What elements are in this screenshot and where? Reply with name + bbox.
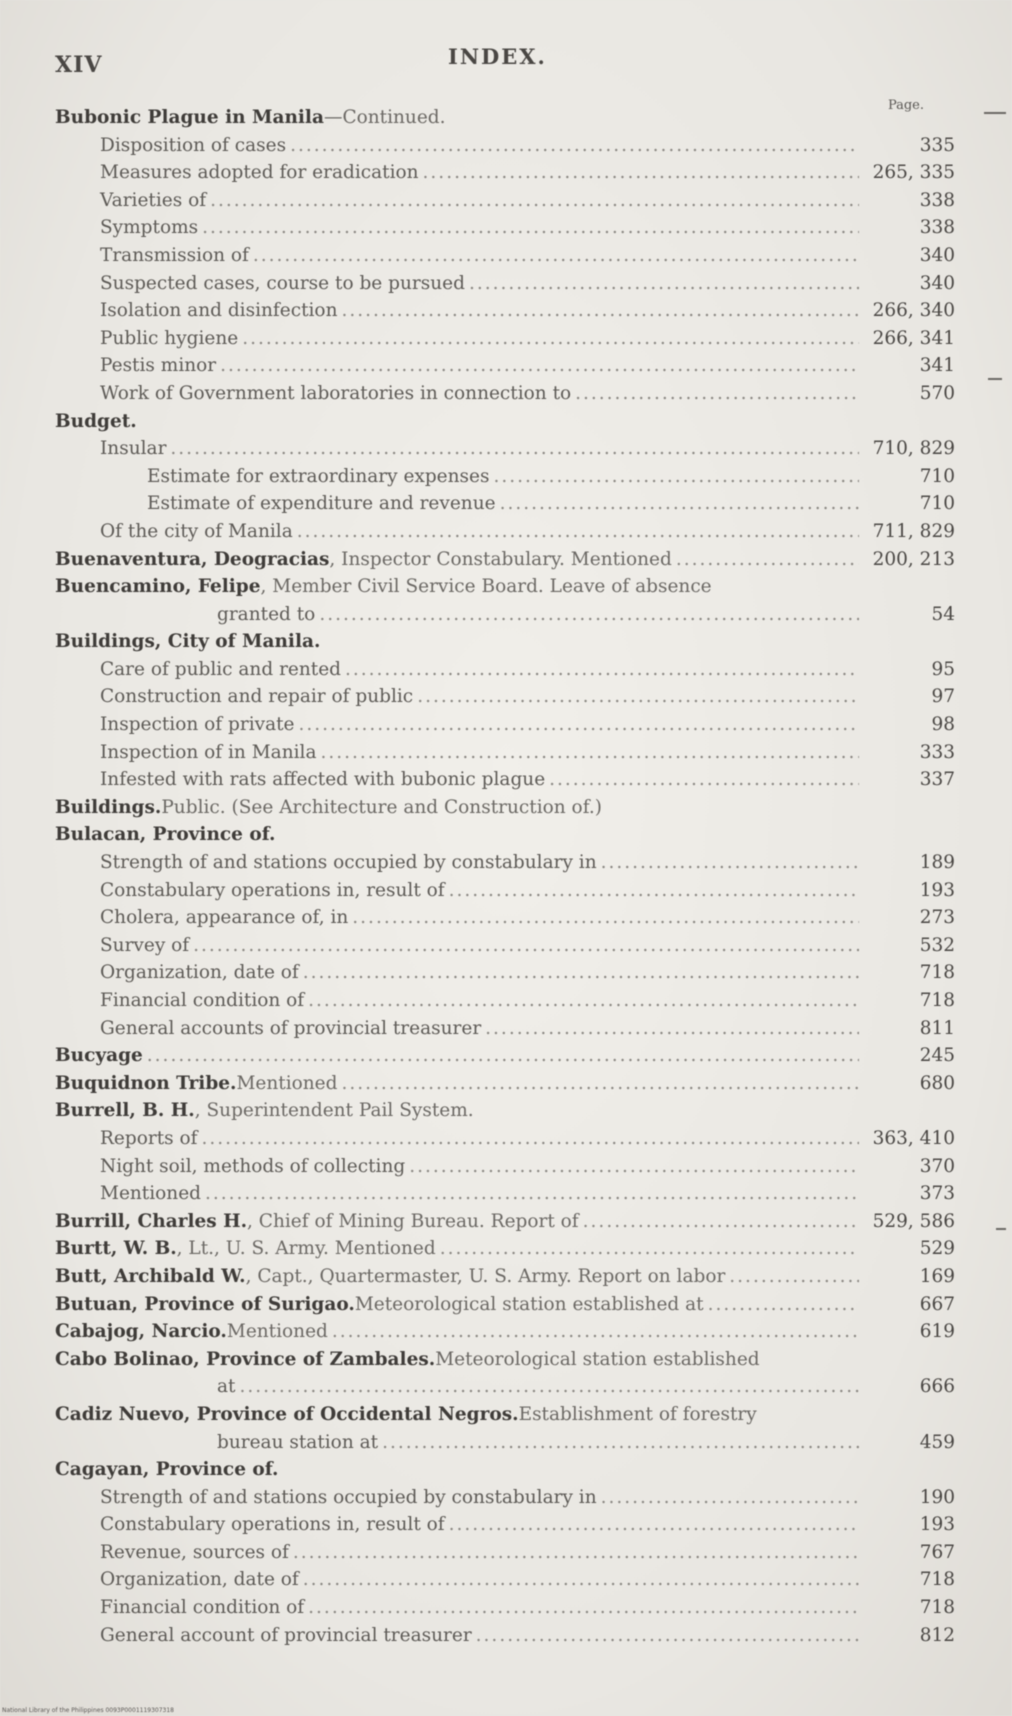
entry-desc: Mentioned	[226, 1321, 328, 1343]
page-ref: 200, 213	[872, 548, 955, 570]
page-ref: 718	[919, 962, 955, 984]
page-ref: 812	[919, 1624, 955, 1646]
entry-label: Suspected cases, course to be pursued	[100, 272, 465, 294]
page-ref: 273	[919, 907, 955, 929]
index-line	[55, 766, 955, 794]
entry-name: Bulacan, Province of.	[55, 824, 276, 846]
entry-label: at	[217, 1376, 236, 1398]
entry-name: Burrell, B. H.	[55, 1100, 195, 1122]
leader-dots	[476, 1622, 859, 1650]
index-line	[55, 1263, 955, 1291]
entry-name: Cabajog, Narcio.	[55, 1321, 227, 1343]
index-line	[55, 297, 955, 325]
entry-name: Bucyage	[55, 1045, 143, 1067]
entry-label: Isolation and disinfection	[100, 300, 338, 322]
index-line	[55, 380, 955, 408]
entry-desc: Establishment of forestry	[518, 1403, 757, 1425]
entry-name: Buquidnon Tribe.	[55, 1072, 237, 1094]
entry-label: Disposition of cases	[100, 134, 287, 156]
index-line	[55, 463, 955, 491]
index-line	[55, 1153, 955, 1181]
entry-desc: , Capt., Quartermaster, U. S. Army. Report on labor	[245, 1265, 726, 1287]
page-ref: 340	[919, 244, 955, 266]
page-ref: 338	[919, 217, 955, 239]
leader-dots	[332, 1318, 859, 1346]
entry-label: Night soil, methods of collecting	[100, 1155, 406, 1177]
leader-dots	[290, 132, 859, 160]
entry-desc: , Lt., U. S. Army. Mentioned	[176, 1238, 436, 1260]
entry-label: Pestis minor	[100, 355, 217, 377]
index-line	[55, 132, 955, 160]
entry-label: Revenue, sources of	[100, 1541, 289, 1563]
leader-dots	[293, 1539, 859, 1567]
index-line	[55, 877, 955, 905]
index-line	[55, 739, 955, 767]
entry-label: Reports of	[100, 1127, 198, 1149]
page-number: XIV	[55, 52, 103, 78]
index-line	[55, 1539, 955, 1567]
page-ref: 193	[919, 1514, 955, 1536]
index-line	[55, 1346, 955, 1374]
leader-dots	[170, 435, 859, 463]
index-line	[55, 1401, 955, 1429]
entry-name: Bubonic Plague in Manila	[55, 107, 324, 128]
entry-desc: Meteorological station established at	[354, 1293, 704, 1315]
leader-dots	[242, 325, 859, 353]
index-line	[55, 546, 955, 574]
page-ref: 245	[919, 1045, 955, 1067]
leader-dots	[303, 1566, 859, 1594]
entry-name: Buenaventura, Deogracias	[55, 548, 330, 570]
index-line	[55, 270, 955, 298]
page-ref: 370	[919, 1155, 955, 1177]
entry-label: Construction and repair of public	[100, 686, 414, 708]
index-line	[55, 408, 955, 436]
index-line	[55, 1511, 955, 1539]
index-line	[55, 628, 955, 656]
page-ref: 189	[919, 852, 955, 874]
entry-label: Mentioned	[100, 1183, 202, 1205]
entry-label: Constabulary operations in, result of	[100, 1514, 445, 1536]
entry-desc: , Superintendent Pail System.	[194, 1100, 474, 1122]
leader-dots	[423, 159, 859, 187]
leader-dots	[352, 904, 859, 932]
index-line	[55, 821, 955, 849]
entry-label: Strength of and stations occupied by constabulary in	[100, 852, 597, 874]
leader-dots	[341, 1070, 859, 1098]
index-line	[55, 352, 955, 380]
index-line	[55, 1456, 955, 1484]
leader-dots	[320, 739, 859, 767]
index-list	[55, 104, 955, 1649]
leader-dots	[601, 849, 859, 877]
entry-desc: Public. (See Architecture and Construction of.)	[161, 796, 602, 818]
page-ref: 767	[919, 1541, 955, 1563]
index-line	[55, 104, 955, 132]
entry-label: Organization, date of	[100, 962, 299, 984]
entry-name: Butuan, Province of Surigao.	[55, 1293, 355, 1315]
page-ref: 459	[919, 1431, 955, 1453]
entry-label: Survey of	[100, 934, 190, 956]
index-line	[55, 518, 955, 546]
leader-dots	[549, 766, 859, 794]
page-ref: 529, 586	[872, 1210, 955, 1232]
entry-name: Budget.	[55, 410, 137, 432]
page-ref: 266, 341	[872, 327, 955, 349]
index-line	[55, 959, 955, 987]
entry-label: Estimate for extraordinary expenses	[147, 465, 490, 487]
entry-name: Butt, Archibald W.	[55, 1265, 246, 1287]
entry-label: Financial condition of	[100, 1597, 305, 1619]
entry-label: General accounts of provincial treasurer	[100, 1017, 482, 1039]
leader-dots	[345, 656, 859, 684]
scan-footer: National Library of the Philippines 0093P0001119307318	[2, 1707, 174, 1714]
entry-label: granted to	[217, 603, 316, 625]
entry-label: Organization, date of	[100, 1569, 299, 1591]
page-ref: 190	[919, 1486, 955, 1508]
leader-dots	[417, 683, 859, 711]
index-line	[55, 1125, 955, 1153]
entry-name: Burtt, W. B.	[55, 1238, 177, 1260]
index-line	[55, 1208, 955, 1236]
index-line	[55, 904, 955, 932]
page-ref: 532	[919, 934, 955, 956]
entry-label: Care of public and rented	[100, 658, 341, 680]
entry-name: Buildings, City of Manila.	[55, 631, 321, 653]
leader-dots	[449, 877, 859, 905]
entry-desc: —Continued.	[323, 107, 446, 128]
index-line	[55, 1097, 955, 1125]
leader-dots	[308, 1594, 859, 1622]
page-ref: 338	[919, 189, 955, 211]
page-ref: 54	[931, 603, 955, 625]
leader-dots	[583, 1208, 859, 1236]
entry-label: General account of provincial treasurer	[100, 1624, 472, 1646]
entry-name: Burrill, Charles H.	[55, 1210, 248, 1232]
leader-dots	[409, 1153, 859, 1181]
leader-dots	[601, 1484, 859, 1512]
margin-mark	[984, 112, 1006, 114]
page-ref: 98	[931, 714, 955, 736]
page-ref: 333	[919, 741, 955, 763]
entry-label: Transmission of	[100, 244, 249, 266]
page-ref: 169	[919, 1265, 955, 1287]
index-line	[55, 1180, 955, 1208]
leader-dots	[297, 518, 859, 546]
index-line	[55, 987, 955, 1015]
index-line	[55, 601, 955, 629]
entry-desc: Mentioned	[236, 1072, 338, 1094]
leader-dots	[147, 1042, 859, 1070]
leader-dots	[308, 987, 859, 1015]
page-ref: 710, 829	[872, 438, 955, 460]
page-ref: 97	[931, 686, 955, 708]
page-ref: 718	[919, 990, 955, 1011]
page-column-label: Page.	[887, 98, 924, 113]
leader-dots	[493, 463, 859, 491]
leader-dots	[319, 601, 859, 629]
entry-label: Cholera, appearance of, in	[100, 907, 349, 929]
page-ref: 711, 829	[872, 520, 955, 542]
index-line	[55, 656, 955, 684]
leader-dots	[382, 1429, 859, 1457]
index-line	[55, 1015, 955, 1043]
page-ref: 680	[919, 1072, 955, 1094]
leader-dots	[202, 214, 859, 242]
leader-dots	[239, 1373, 859, 1401]
index-line	[55, 1594, 955, 1622]
entry-name: Cadiz Nuevo, Province of Occidental Negros.	[55, 1403, 519, 1425]
index-line	[55, 187, 955, 215]
page-ref: 710	[919, 465, 955, 487]
entry-name: Buildings.	[55, 796, 162, 818]
index-line	[55, 1429, 955, 1457]
index-line	[55, 1484, 955, 1512]
entry-label: Of the city of Manila	[100, 520, 293, 542]
page-ref: 710	[919, 493, 955, 515]
page-ref: 335	[919, 134, 955, 156]
index-line	[55, 490, 955, 518]
entry-label: Insular	[100, 438, 167, 460]
index-line	[55, 1622, 955, 1650]
page-ref: 718	[919, 1569, 955, 1591]
leader-dots	[440, 1235, 859, 1263]
leader-dots	[210, 187, 859, 215]
index-line	[55, 932, 955, 960]
leader-dots	[469, 270, 859, 298]
entry-label: Inspection of in Manila	[100, 741, 317, 763]
entry-label: Strength of and stations occupied by constabulary in	[100, 1486, 597, 1508]
index-line	[55, 573, 955, 601]
page-ref: 666	[919, 1376, 955, 1398]
index-line	[55, 1373, 955, 1401]
entry-label: Measures adopted for eradication	[100, 162, 419, 184]
leader-dots	[449, 1511, 859, 1539]
index-line	[55, 1318, 955, 1346]
index-line	[55, 711, 955, 739]
leader-dots	[220, 352, 859, 380]
index-line	[55, 214, 955, 242]
entry-label: Work of Government laboratories in connection to	[100, 382, 572, 404]
leader-dots	[500, 490, 859, 518]
entry-label: Public hygiene	[100, 327, 239, 349]
entry-desc: , Chief of Mining Bureau. Report of	[247, 1210, 579, 1232]
page-ref: 340	[919, 272, 955, 294]
entry-label: bureau station at	[217, 1431, 379, 1453]
page-ref: 363, 410	[872, 1127, 955, 1149]
index-line	[55, 794, 955, 822]
leader-dots	[676, 546, 859, 574]
page-ref: 193	[919, 879, 955, 901]
index-line	[55, 159, 955, 187]
page-ref: 373	[919, 1183, 955, 1205]
entry-label: Financial condition of	[100, 990, 305, 1011]
page-ref: 667	[919, 1293, 955, 1315]
page-ref: 337	[919, 769, 955, 791]
index-line	[55, 849, 955, 877]
margin-mark	[988, 378, 1002, 380]
entry-name: Cabo Bolinao, Province of Zambales.	[55, 1348, 436, 1370]
leader-dots	[485, 1015, 859, 1043]
entry-desc: Meteorological station established	[435, 1348, 760, 1370]
entry-desc: , Inspector Constabulary. Mentioned	[329, 548, 672, 570]
leader-dots	[708, 1291, 859, 1319]
page-ref: 718	[919, 1597, 955, 1619]
leader-dots	[299, 711, 860, 739]
entry-label: Estimate of expenditure and revenue	[147, 493, 496, 515]
page-ref: 529	[919, 1238, 955, 1260]
leader-dots	[202, 1125, 860, 1153]
leader-dots	[253, 242, 859, 270]
page-ref: 811	[919, 1017, 955, 1039]
index-line	[55, 435, 955, 463]
page-title: INDEX.	[448, 44, 547, 69]
index-line	[55, 683, 955, 711]
page-ref: 619	[919, 1321, 955, 1343]
entry-label: Infested with rats affected with bubonic plague	[100, 769, 546, 791]
leader-dots	[303, 959, 859, 987]
leader-dots	[205, 1180, 859, 1208]
index-line	[55, 1566, 955, 1594]
index-line	[55, 242, 955, 270]
leader-dots	[575, 380, 859, 408]
index-line	[55, 1235, 955, 1263]
leader-dots	[729, 1263, 859, 1291]
index-line	[55, 1070, 955, 1098]
index-line	[55, 1291, 955, 1319]
page-ref: 570	[919, 382, 955, 404]
page-ref: 95	[931, 658, 955, 680]
entry-label: Varieties of	[100, 189, 207, 211]
entry-name: Buencamino, Felipe	[55, 576, 261, 598]
page-ref: 341	[919, 355, 955, 377]
index-line	[55, 325, 955, 353]
page-ref: 266, 340	[872, 300, 955, 322]
index-line	[55, 1042, 955, 1070]
margin-mark	[996, 1228, 1006, 1230]
leader-dots	[341, 297, 859, 325]
entry-label: Symptoms	[100, 217, 199, 239]
entry-desc: , Member Civil Service Board. Leave of absence	[260, 576, 712, 598]
leader-dots	[193, 932, 859, 960]
entry-name: Cagayan, Province of.	[55, 1459, 279, 1481]
page-ref: 265, 335	[872, 162, 955, 184]
entry-label: Constabulary operations in, result of	[100, 879, 445, 901]
entry-label: Inspection of private	[100, 714, 295, 736]
